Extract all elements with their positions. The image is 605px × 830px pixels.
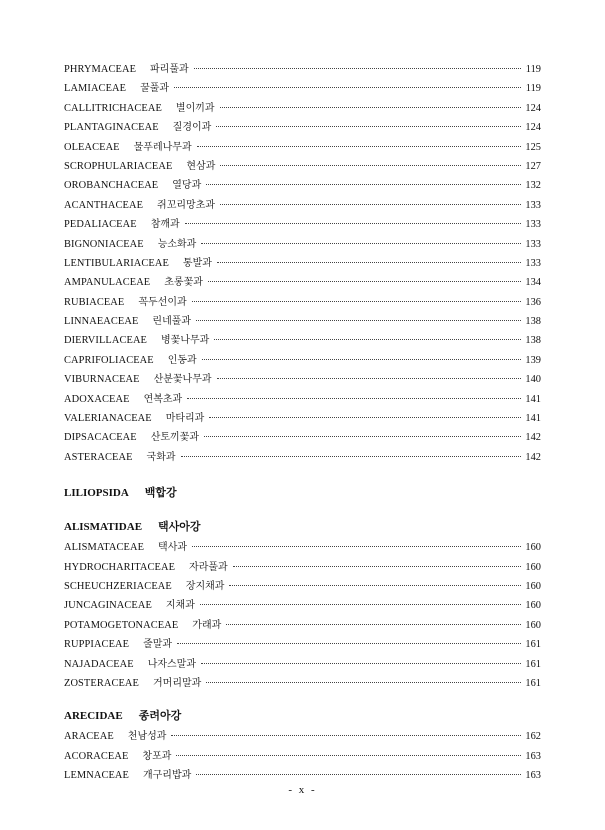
toc-entry[interactable]: [64, 390, 541, 409]
family-korean-name: 통발과: [182, 257, 212, 269]
toc-entry[interactable]: [64, 596, 541, 615]
family-korean-name: 지채과: [165, 600, 195, 612]
dot-leader: [206, 183, 521, 185]
page-number: 119: [525, 64, 541, 75]
family-korean-name: 산분꽃나무과: [153, 374, 212, 386]
page-number: 163: [525, 750, 541, 762]
family-korean-name: 나자스말과: [147, 658, 197, 670]
toc-entry[interactable]: [64, 577, 541, 596]
dot-leader: [171, 734, 521, 736]
family-latin-name: HYDROCHARITACEAE: [64, 561, 176, 573]
toc-entry[interactable]: [64, 538, 541, 557]
toc-group-arecidae-families: [64, 727, 541, 785]
family-latin-name: AMPANULACEAE: [64, 277, 151, 289]
dot-leader: [201, 242, 521, 244]
toc-group-alismatidae-families: [64, 538, 541, 693]
toc-entry[interactable]: [64, 176, 541, 195]
page-number: 160: [525, 561, 541, 573]
dot-leader: [220, 106, 521, 108]
family-latin-name: VIBURNACEAE: [64, 374, 140, 386]
dot-leader: [220, 203, 521, 205]
dot-leader: [192, 300, 521, 302]
toc-entry[interactable]: [64, 766, 541, 785]
toc-entry[interactable]: [64, 157, 541, 176]
family-korean-name: 개구리밥과: [142, 770, 192, 782]
toc-entry[interactable]: [64, 409, 541, 428]
page-number: 132: [525, 180, 541, 192]
family-korean-name: 열당과: [172, 180, 202, 192]
toc-entry[interactable]: [64, 616, 541, 635]
family-latin-name: BIGNONIACEAE: [64, 238, 144, 250]
family-latin-name: LAMIACEAE: [64, 83, 127, 95]
page-number: 133: [525, 199, 541, 211]
family-korean-name: 장지채과: [185, 580, 225, 592]
dot-leader: [217, 261, 521, 263]
dot-leader: [197, 145, 521, 147]
family-latin-name: LINNAEACEAE: [64, 316, 139, 328]
dot-leader: [176, 754, 521, 756]
dot-leader: [217, 377, 521, 379]
family-korean-name: 자라풀과: [189, 561, 228, 573]
family-korean-name: 가래과: [192, 619, 222, 631]
page-number: 138: [525, 316, 541, 328]
toc-entry[interactable]: [64, 118, 541, 137]
dot-leader: [226, 623, 521, 625]
family-latin-name: RUPPIACEAE: [64, 639, 130, 651]
family-latin-name: PEDALIACEAE: [64, 219, 137, 231]
page-number: 136: [525, 296, 541, 308]
dot-leader: [196, 319, 521, 321]
subclass-heading-latin: ALISMATIDAE: [64, 521, 143, 534]
dot-leader: [220, 164, 521, 166]
toc-entry[interactable]: [64, 558, 541, 577]
family-korean-name: 천남성과: [127, 731, 167, 743]
page-number: 161: [525, 658, 541, 670]
page-number: 140: [525, 374, 541, 386]
page-number: 133: [525, 257, 541, 269]
table-of-contents: [64, 60, 541, 786]
dot-leader: [206, 681, 521, 683]
family-latin-name: ALISMATACEAE: [64, 542, 145, 554]
family-korean-name: 물푸레나무과: [133, 141, 192, 153]
dot-leader: [200, 603, 521, 605]
subclass-heading-arecidae: [64, 707, 541, 727]
family-korean-name: 마타리과: [165, 413, 205, 425]
toc-entry[interactable]: [64, 655, 541, 674]
toc-entry[interactable]: [64, 351, 541, 370]
dot-leader: [177, 642, 521, 644]
family-korean-name: 창포과: [142, 750, 172, 762]
page-number: 127: [525, 160, 541, 172]
family-latin-name: OLEACEAE: [64, 141, 120, 153]
subclass-heading-latin: ARECIDAE: [64, 710, 123, 723]
toc-entry[interactable]: [64, 448, 541, 467]
family-korean-name: 린네풀과: [152, 316, 192, 328]
family-latin-name: POTAMOGETONACEAE: [64, 619, 179, 631]
page-number: 125: [525, 141, 541, 153]
family-korean-name: 질경이과: [172, 122, 212, 134]
dot-leader: [201, 662, 521, 664]
class-heading: [64, 484, 541, 504]
dot-leader: [209, 416, 521, 418]
toc-entry[interactable]: [64, 674, 541, 693]
family-latin-name: PHRYMACEAE: [64, 64, 137, 75]
toc-entry[interactable]: [64, 273, 541, 292]
page-number: 138: [525, 335, 541, 347]
dot-leader: [204, 435, 521, 437]
family-latin-name: ACORACEAE: [64, 750, 129, 762]
subclass-heading-korean: 택사아강: [158, 520, 201, 534]
family-korean-name: 거머리말과: [153, 677, 202, 689]
family-korean-name: 현삼과: [186, 160, 216, 172]
subclass-heading-alismatidae: [64, 518, 541, 538]
toc-entry[interactable]: [64, 727, 541, 746]
page-number: 160: [525, 580, 541, 592]
class-heading-latin: LILIOPSIDA: [64, 487, 129, 500]
family-korean-name: 꿀풀과: [140, 83, 170, 95]
dot-leader: [229, 584, 521, 586]
family-korean-name: 산토끼꽃과: [150, 432, 200, 444]
dot-leader: [202, 358, 521, 360]
family-korean-name: 참깨과: [150, 219, 180, 231]
dot-leader: [216, 125, 521, 127]
toc-group-dicot-families: [64, 60, 541, 467]
dot-leader: [208, 280, 521, 282]
family-korean-name: 꼭두선이과: [138, 296, 187, 308]
page-number: 160: [525, 542, 541, 554]
toc-entry[interactable]: [64, 138, 541, 157]
family-latin-name: ZOSTERACEAE: [64, 677, 139, 689]
toc-entry[interactable]: [64, 370, 541, 389]
page-number: 133: [525, 219, 541, 231]
family-latin-name: DIPSACACEAE: [64, 432, 137, 444]
family-korean-name: 국화과: [146, 451, 176, 463]
toc-entry[interactable]: [64, 747, 541, 766]
toc-entry[interactable]: [64, 79, 541, 98]
toc-entry[interactable]: [64, 215, 541, 234]
toc-entry[interactable]: [64, 196, 541, 215]
page-number: 162: [525, 731, 541, 743]
family-latin-name: CAPRIFOLIACEAE: [64, 354, 154, 366]
family-latin-name: ASTERACEAE: [64, 451, 133, 463]
page-number: 134: [525, 277, 541, 289]
class-heading-korean: 백합강: [144, 486, 177, 500]
toc-entry[interactable]: [64, 99, 541, 118]
toc-entry[interactable]: [64, 235, 541, 254]
dot-leader: [174, 86, 521, 88]
page-number: 139: [525, 354, 541, 366]
family-korean-name: 연복초과: [143, 393, 183, 405]
family-korean-name: 별이끼과: [175, 102, 215, 114]
dot-leader: [192, 545, 521, 547]
dot-leader: [181, 455, 521, 457]
family-latin-name: LENTIBULARIACEAE: [64, 257, 169, 269]
family-korean-name: 능소화과: [157, 238, 197, 250]
toc-entry[interactable]: [64, 635, 541, 654]
dot-leader: [214, 338, 521, 340]
family-latin-name: VALERIANACEAE: [64, 413, 152, 425]
family-korean-name: 줄말과: [143, 639, 173, 651]
page-number: 160: [525, 600, 541, 612]
page-number: 160: [525, 619, 541, 631]
family-latin-name: NAJADACEAE: [64, 658, 134, 670]
family-korean-name: 병꽃나무과: [161, 335, 210, 347]
family-korean-name: 쥐꼬리망초과: [157, 199, 215, 211]
toc-entry[interactable]: [64, 293, 541, 312]
family-korean-name: 초롱꽃과: [164, 277, 203, 289]
family-latin-name: SCROPHULARIACEAE: [64, 160, 173, 172]
page-number: 133: [525, 238, 541, 250]
family-latin-name: ARACEAE: [64, 731, 114, 743]
page-number: 141: [525, 413, 541, 425]
family-latin-name: DIERVILLACEAE: [64, 335, 147, 347]
family-korean-name: 파리풀과: [150, 64, 189, 75]
family-latin-name: ADOXACEAE: [64, 393, 130, 405]
family-latin-name: CALLITRICHACEAE: [64, 102, 162, 114]
page-number-footer: - x -: [288, 784, 317, 796]
family-latin-name: ACANTHACEAE: [64, 199, 144, 211]
subclass-heading-korean: 종려아강: [138, 709, 182, 723]
family-korean-name: 택사과: [158, 542, 188, 554]
family-latin-name: PLANTAGINACEAE: [64, 122, 159, 134]
toc-entry[interactable]: [64, 312, 541, 331]
toc-entry[interactable]: [64, 254, 541, 273]
family-latin-name: OROBANCHACEAE: [64, 180, 159, 192]
page-number: 119: [525, 83, 541, 95]
page-number: 161: [525, 639, 541, 651]
family-latin-name: SCHEUCHZERIACEAE: [64, 580, 172, 592]
toc-entry[interactable]: [64, 428, 541, 447]
page-number: 124: [525, 102, 541, 114]
dot-leader: [233, 565, 521, 567]
page-number: 124: [525, 122, 541, 134]
page-number: 142: [525, 432, 541, 444]
toc-entry[interactable]: [64, 60, 541, 79]
dot-leader: [194, 67, 521, 69]
page-number: 141: [525, 393, 541, 405]
family-korean-name: 인동과: [167, 354, 197, 366]
toc-entry[interactable]: [64, 331, 541, 350]
page-number: 142: [525, 451, 541, 463]
dot-leader: [196, 773, 521, 775]
family-latin-name: JUNCAGINACEAE: [64, 600, 152, 612]
page-number: 163: [525, 770, 541, 782]
page-number: 161: [525, 677, 541, 689]
family-latin-name: LEMNACEAE: [64, 770, 129, 782]
dot-leader: [185, 222, 521, 224]
family-latin-name: RUBIACEAE: [64, 296, 125, 308]
dot-leader: [187, 397, 521, 399]
